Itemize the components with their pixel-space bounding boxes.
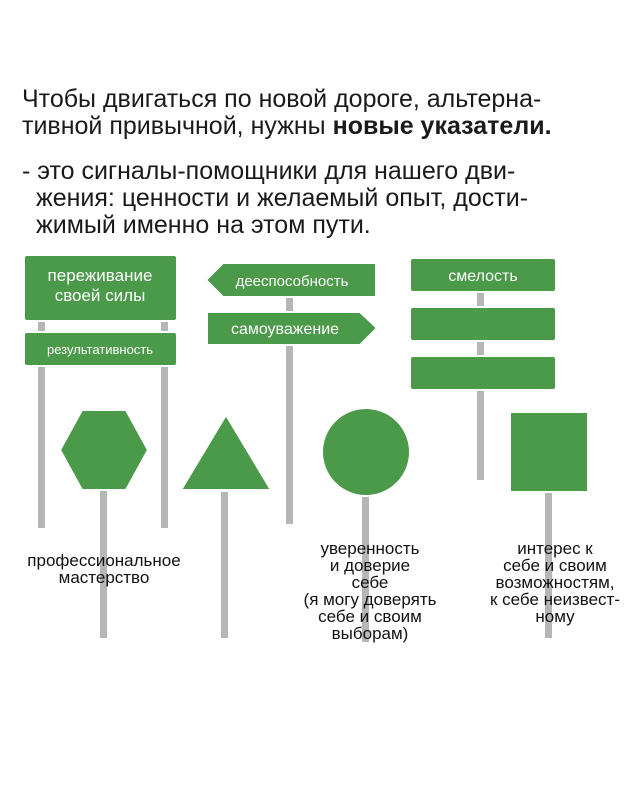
caption-line: и доверие [329,556,411,575]
caption-line: интерес к [517,539,593,558]
sign-label-courage: смелость [448,268,518,285]
intro-line-2: тивной привычной, нужны [22,112,333,140]
caption-line: себе и своим [318,607,422,626]
intro-line-1: Чтобы двигаться по новой дороге, альтерна- [22,85,542,113]
caption-circle [280,540,460,642]
caption-line: выборам) [331,624,409,643]
sign-label-strength-1: переживание [47,266,153,285]
caption-hexagon [0,552,208,586]
caption-line: (я могу доверять [303,590,437,609]
sign-label-strength-2: своей силы [54,286,146,305]
caption-line: себе [351,573,389,592]
pole [221,492,228,638]
caption-line: возможностям, [495,573,615,592]
explanation-line-2: жения: ценности и желаемый опыт, дости- [36,184,529,212]
square-sign [510,412,588,492]
circle-sign [322,408,410,496]
caption-line: ному [535,607,575,626]
caption-line: мастерство [58,568,150,587]
intro-bold-phrase: новые указатели. [332,112,552,140]
caption-line: себе и своим [503,556,607,575]
sign-board-blank [410,307,556,341]
hexagon-sign [60,410,148,490]
sign-label-results: результативность [46,342,154,357]
sign-label-self-respect: самоуважение [230,321,340,338]
sign-label-capability: дееспособность [235,273,349,290]
triangle-sign [181,415,271,490]
caption-line: профессиональное [27,551,181,570]
sign-board-blank [410,356,556,390]
explanation-line-3: жимый именно на этом пути. [36,211,371,239]
caption-square [470,540,640,625]
caption-line: к себе неизвест- [489,590,621,609]
explanation-line-1: - это сигналы-помощники для нашего дви- [22,157,516,185]
caption-line: уверенность [320,539,420,558]
